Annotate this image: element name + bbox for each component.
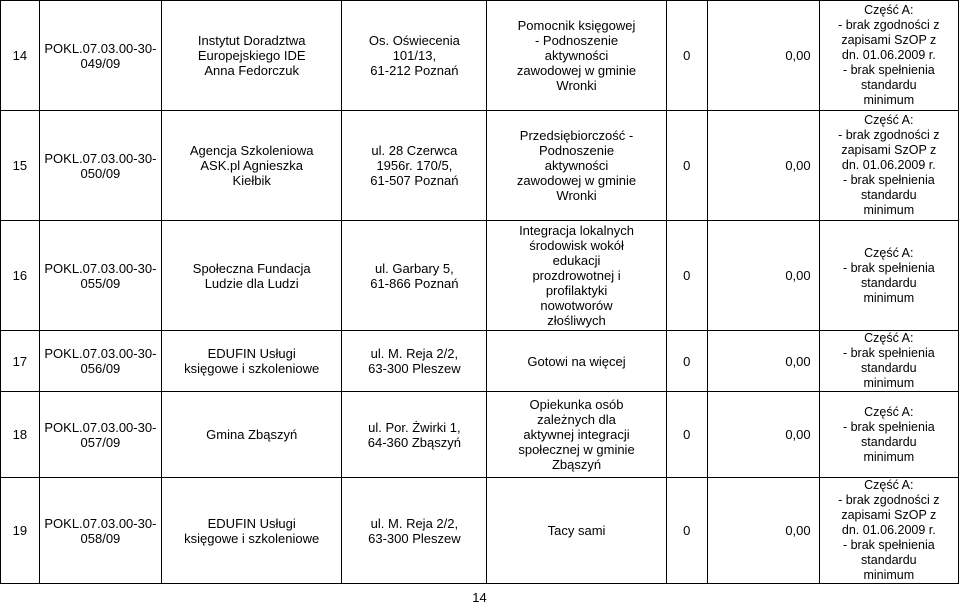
evaluation-note-cell [819,331,958,392]
institution-name-line: EDUFIN Usługi [207,346,296,361]
project-title-line: nowotworów [540,298,613,313]
score-value-cell: 0 [666,1,707,111]
institution-name-cell [161,478,341,584]
project-title-line: zawodowej w gminie [516,63,637,78]
project-title-line: Gotowi na więcej [527,353,626,369]
institution-name-line: Anna Fedorczuk [204,63,300,78]
institution-address-line: 64-360 Zbąszyń [367,434,461,450]
score-value-cell: 0 [666,331,707,392]
project-title-line: złośliwych [547,313,606,328]
institution-address-line: Os. Oświecenia [368,33,460,48]
score-value-cell: 0 [666,478,707,584]
evaluation-note-line: minimum [863,376,915,390]
project-title-cell [487,331,666,392]
institution-name-line: Gmina Zbąszyń [206,427,298,442]
evaluation-note-line: standardu [861,188,917,202]
evaluation-note-line: minimum [863,93,915,107]
project-title-line: - Podnoszenie [534,33,619,48]
evaluation-note-line: - brak zgodności z [838,18,940,32]
evaluation-note-cell [819,111,958,221]
institution-name-line: księgowe i szkoleniowe [184,530,320,546]
project-title-line: edukacji [552,253,601,268]
score-value-cell: 0 [666,111,707,221]
evaluation-note-line: standardu [861,78,917,92]
project-id-cell [39,392,161,478]
project-id-line: 050/09 [80,165,121,181]
project-title-line: Pomocnik księgowej [517,18,636,33]
evaluation-note-line: zapisami SzOP z [841,143,937,157]
institution-address-line: 101/13, [392,48,437,63]
project-id-line: POKL.07.03.00-30- [44,515,157,531]
evaluation-note-line: Część A: [864,478,914,492]
project-title-line: Wronki [556,188,597,203]
amount-value-cell: 0,00 [707,1,819,111]
institution-name-line: księgowe i szkoleniowe [184,361,320,376]
project-title-line: prozdrowotnej i [532,268,621,283]
project-id-line: 056/09 [80,361,121,376]
evaluation-note-line: minimum [863,203,915,217]
institution-address-line: 63-300 Pleszew [368,361,461,376]
evaluation-note-line: Część A: [864,331,914,345]
project-id-line: 057/09 [80,434,121,450]
table-row [1,221,959,331]
score-value-cell: 0 [666,221,707,331]
row-number-cell: 15 [1,111,40,221]
institution-address-cell [342,111,487,221]
institution-address-line: ul. 28 Czerwca [371,143,458,158]
project-title-line: Tacy sami [547,523,606,538]
evaluation-note-line: - brak zgodności z [838,128,940,142]
project-id-cell [39,1,161,111]
project-id-line: POKL.07.03.00-30- [44,40,157,56]
institution-name-cell [161,1,341,111]
table-body [1,1,959,584]
table-row [1,111,959,221]
evaluation-note-line: standardu [861,361,917,375]
evaluation-note-line: zapisami SzOP z [841,508,937,522]
row-number-cell: 18 [1,392,40,478]
project-title-line: środowisk wokół [529,238,624,253]
evaluation-note-line: standardu [861,553,917,567]
evaluation-note-cell [819,1,958,111]
institution-name-line: Agencja Szkoleniowa [189,143,314,158]
project-id-cell [39,478,161,584]
institution-address-line: ul. Garbary 5, [375,260,454,276]
institution-address-cell [342,331,487,392]
project-title-line: profilaktyki [545,283,608,298]
evaluation-note-line: - brak spełnienia [842,63,935,77]
evaluation-note-line: - brak zgodności z [838,493,940,507]
institution-name-cell [161,111,341,221]
institution-address-line: ul. Por. Żwirki 1, [368,419,461,435]
page-number: 14 [472,590,487,605]
project-title-cell [487,392,666,478]
evaluation-note-line: Część A: [864,113,914,127]
project-title-line: Przedsiębiorczość - [519,128,634,143]
project-id-line: 049/09 [80,55,121,71]
evaluation-note-cell [819,478,958,584]
amount-value-cell: 0,00 [707,478,819,584]
project-id-line: 055/09 [80,275,121,291]
project-title-line: aktywnej integracji [523,427,630,442]
evaluation-note-line: dn. 01.06.2009 r. [841,48,936,62]
evaluation-note-line: Część A: [864,3,914,17]
project-title-cell [487,111,666,221]
evaluation-note-cell [819,392,958,478]
institution-address-line: 1956r. 170/5, [376,158,453,173]
project-title-line: zawodowej w gminie [516,173,637,188]
table-row [1,478,959,584]
institution-name-line: Kiełbik [232,173,271,188]
project-title-line: zależnych dla [537,412,616,427]
institution-address-line: 61-866 Poznań [370,275,459,291]
institution-name-line: Społeczna Fundacja [192,260,311,276]
institution-name-line: EDUFIN Usługi [207,515,296,531]
amount-value-cell: 0,00 [707,392,819,478]
project-title-line: aktywności [544,158,609,173]
institution-name-line: Instytut Doradztwa [197,33,306,48]
institution-address-cell [342,478,487,584]
institution-address-line: 63-300 Pleszew [368,530,461,546]
project-title-cell [487,478,666,584]
evaluation-note-line: - brak spełnienia [842,346,935,360]
institution-address-line: ul. M. Reja 2/2, [370,346,459,361]
row-number-cell: 14 [1,1,40,111]
evaluation-note-line: Część A: [864,404,914,419]
project-id-cell [39,331,161,392]
project-id-cell [39,111,161,221]
evaluation-note-line: Część A: [864,245,914,260]
project-title-cell [487,1,666,111]
project-title-line: Zbąszyń [551,457,602,472]
evaluation-note-line: minimum [863,568,915,582]
project-id-line: POKL.07.03.00-30- [44,150,157,166]
project-id-line: POKL.07.03.00-30- [44,260,157,276]
institution-name-cell [161,392,341,478]
evaluation-note-line: zapisami SzOP z [841,33,937,47]
project-title-line: społecznej w gminie [518,442,635,457]
project-id-cell [39,221,161,331]
evaluation-note-line: standardu [861,275,917,290]
project-id-line: POKL.07.03.00-30- [44,346,157,361]
amount-value-cell: 0,00 [707,221,819,331]
institution-address-line: 61-212 Poznań [370,63,459,78]
row-number-cell: 19 [1,478,40,584]
project-id-line: 058/09 [80,530,121,546]
institution-name-cell [161,221,341,331]
amount-value-cell: 0,00 [707,331,819,392]
table-row [1,331,959,392]
evaluation-note-line: minimum [863,449,915,464]
evaluation-note-line: - brak spełnienia [842,538,935,552]
table-row [1,1,959,111]
evaluation-note-line: - brak spełnienia [842,173,935,187]
institution-name-line: ASK.pl Agnieszka [200,158,303,173]
score-value-cell: 0 [666,392,707,478]
evaluation-note-line: dn. 01.06.2009 r. [841,523,936,537]
evaluation-note-line: minimum [863,290,915,305]
project-id-line: POKL.07.03.00-30- [44,419,157,435]
institution-address-cell [342,392,487,478]
evaluation-note-line: standardu [861,434,917,449]
project-title-line: Integracja lokalnych [519,223,634,238]
table-row [1,392,959,478]
institution-address-line: ul. M. Reja 2/2, [370,515,459,531]
evaluation-note-line: dn. 01.06.2009 r. [841,158,936,172]
project-title-line: Opiekunka osób [529,397,624,412]
project-title-line: Podnoszenie [538,143,615,158]
evaluation-note-line: - brak spełnienia [842,260,935,275]
institution-address-line: 61-507 Poznań [370,173,459,188]
evaluation-note-cell [819,221,958,331]
row-number-cell: 16 [1,221,40,331]
institution-name-line: Europejskiego IDE [197,48,306,63]
institution-address-cell [342,221,487,331]
evaluation-note-line: - brak spełnienia [842,419,935,434]
project-title-cell [487,221,666,331]
institution-name-line: Ludzie dla Ludzi [204,275,299,291]
row-number-cell: 17 [1,331,40,392]
amount-value-cell: 0,00 [707,111,819,221]
institution-name-cell [161,331,341,392]
project-title-line: aktywności [544,48,609,63]
project-title-line: Wronki [556,78,597,93]
institution-address-cell [342,1,487,111]
